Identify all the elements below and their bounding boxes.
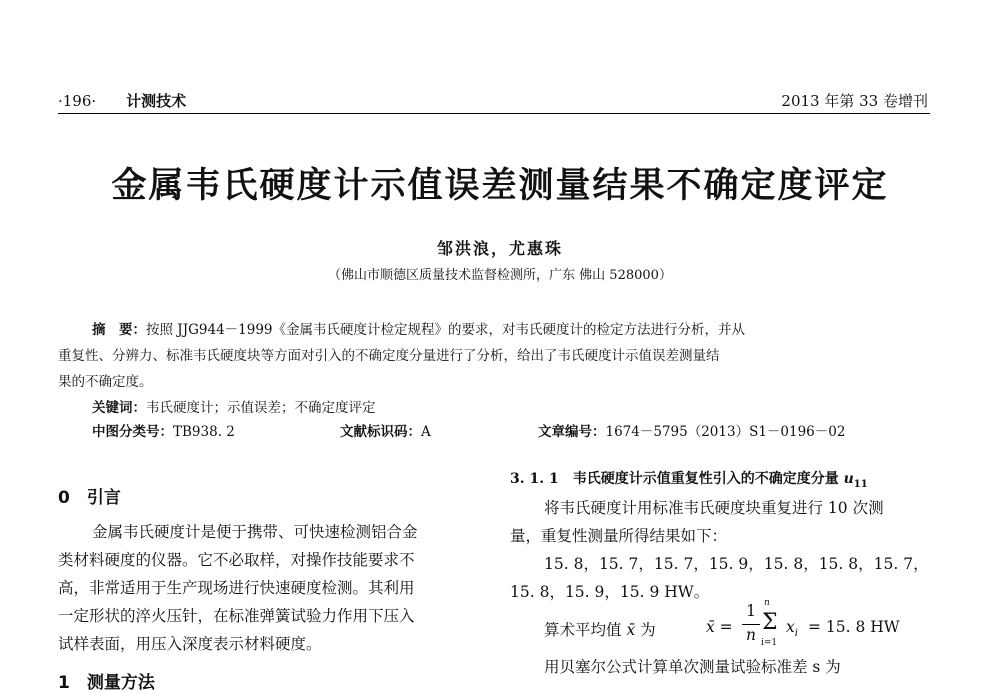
bessel-text: 用贝塞尔公式计算单次测量试验标准差 s 为 — [544, 658, 841, 676]
page-number: ·196· 计测技术 — [58, 92, 187, 110]
para-line: 金属韦氏硬度计是便于携带、可快速检测铝合金 — [92, 523, 418, 541]
header-rule — [58, 113, 930, 114]
section-1-heading: 1 测量方法 — [58, 673, 155, 693]
abstract-line-2: 重复性、分辨力、标准韦氏硬度块等方面对引入的不确定度分量进行了分析，给出了韦氏硬度计示值误差测量结 — [58, 348, 720, 364]
mean-label: 算术平均值 x̄ 为 — [544, 621, 656, 639]
affiliation: （佛山市顺德区质量技术监督检测所，广东 佛山 528000） — [328, 268, 672, 283]
text-line: 量，重复性测量所得结果如下： — [510, 527, 728, 545]
measurement-values: 15. 8，15. 9，15. 9 HW。 — [510, 583, 710, 601]
measurement-values: 15. 8，15. 7，15. 7，15. 9，15. 8，15. 8，15. 7， — [544, 555, 929, 573]
abstract-label: 摘 要： — [92, 322, 146, 338]
article-number: 文章编号：1674－5795（2013）S1－0196－02 — [538, 424, 846, 440]
abstract-line-1: 摘 要：按照 JJG944－1999《金属韦氏硬度计检定规程》的要求，对韦氏硬度计的检定方法进行分析，并从 — [92, 322, 746, 338]
keywords: 关键词：韦氏硬度计；示值误差；不确定度评定 — [92, 400, 376, 416]
article-title: 金属韦氏硬度计示值误差测量结果不确定度评定 — [111, 166, 889, 206]
abstract-line-3: 果的不确定度。 — [58, 374, 153, 390]
issue-info: 2013 年第 33 卷增刊 — [781, 92, 928, 110]
para-line: 高，非常适用于生产现场进行快速硬度检测。其利用 — [58, 579, 415, 597]
para-line: 试样表面，用压入深度表示材料硬度。 — [58, 635, 322, 653]
para-line: 一定形状的淬火压针，在标准弹簧试验力作用下压入 — [58, 607, 415, 625]
subsection-3-1-1: 3. 1. 1 韦氏硬度计示值重复性引入的不确定度分量 $u_{11}$ — [510, 471, 868, 490]
section-0-heading: 0 引言 — [58, 488, 121, 508]
para-line: 类材料硬度的仪器。它不必取样，对操作技能要求不 — [58, 551, 415, 569]
text-line: 将韦氏硬度计用标准韦氏硬度块重复进行 10 次测 — [544, 499, 884, 517]
authors: 邹洪浪，尤惠珠 — [436, 239, 563, 258]
doc-code: 文献标识码：A — [340, 424, 431, 440]
journal-name: 计测技术 — [126, 92, 187, 110]
clc-number: 中图分类号：TB938. 2 — [92, 424, 235, 440]
